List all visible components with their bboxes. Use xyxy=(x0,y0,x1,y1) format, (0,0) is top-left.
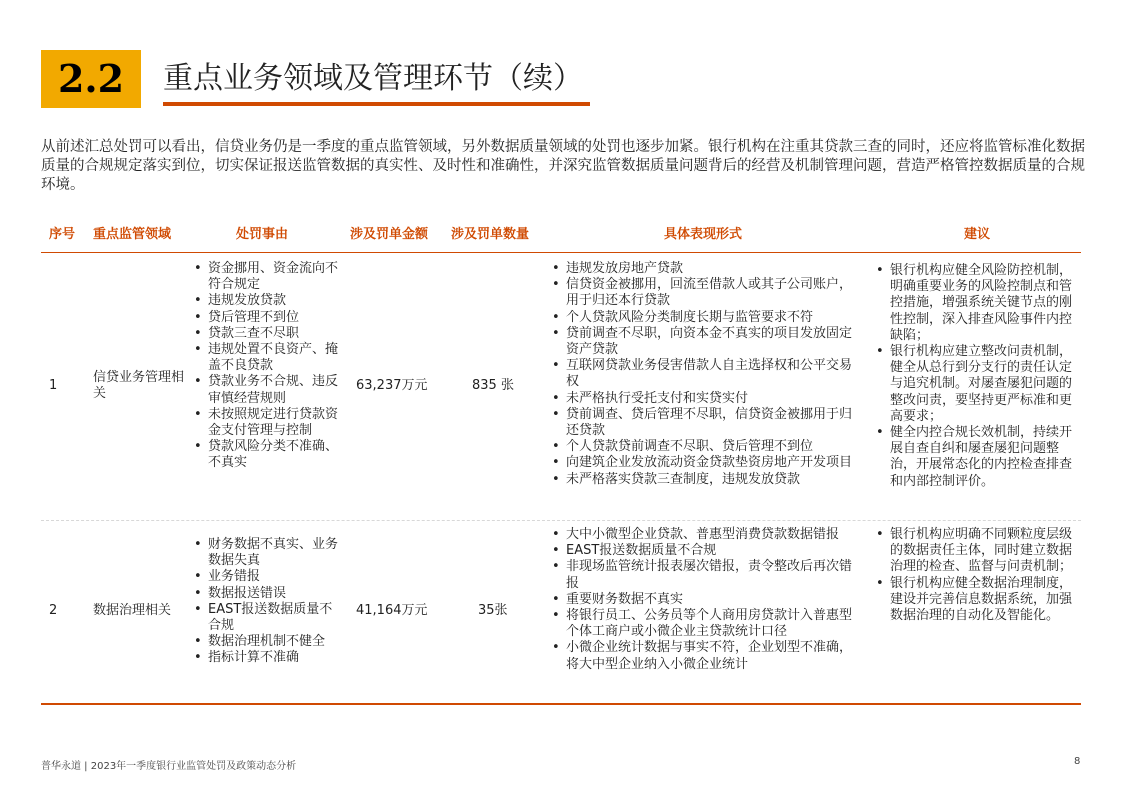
row2-advice xyxy=(874,527,1082,624)
row2-amount: 41,164万元 xyxy=(356,603,428,618)
row1-no: 1 xyxy=(49,378,58,393)
reason-item: • EAST报送数据质量不合规 xyxy=(192,602,340,634)
reason-item: • 数据治理机制不健全 xyxy=(192,634,340,650)
reason-item: • 资金挪用、资金流向不符合规定 xyxy=(192,261,340,293)
reason-item: • 数据报送错误 xyxy=(192,586,340,602)
page-number: 8 xyxy=(1074,756,1081,767)
advice-item: • 银行机构应健全风险防控机制，明确重要业务的风险控制点和管控措施，增强系统关键节点的刚性控制，深入排查风险事件内控缺陷； xyxy=(874,263,1082,344)
reason-item: • 违规处置不良资产、掩盖不良贷款 xyxy=(192,342,340,374)
table-bottom-rule xyxy=(41,703,1081,705)
row2-area: 数据治理相关 xyxy=(93,603,172,618)
intro-paragraph: 从前述汇总处罚可以看出，信贷业务仍是一季度的重点监管领域，另外数据质量领域的处罚也逐步加紧。银行机构在注重其贷款三查的同时，还应将监管标准化数据质量的合规规定落实到位，切实保证报送监管数据的真实性、及时性和准确性，并深究监管数据质量问题背后的经营及机制管理问题，营造严格管控数据质量的合规环境。 xyxy=(41,139,1085,193)
row2-forms xyxy=(550,527,855,673)
row2-reasons xyxy=(192,537,340,667)
form-item: • 贷前调查、贷后管理不尽职，信贷资金被挪用于归还贷款 xyxy=(550,407,855,439)
section-number-badge: 2.2 xyxy=(41,50,141,108)
form-item: • 未严格落实贷款三查制度，违规发放贷款 xyxy=(550,472,855,488)
row-divider xyxy=(41,520,1081,521)
reason-item: • 指标计算不准确 xyxy=(192,650,340,666)
reason-item: • 贷后管理不到位 xyxy=(192,310,340,326)
form-item: • 信贷资金被挪用，回流至借款人或其子公司账户，用于归还本行贷款 xyxy=(550,277,855,309)
reason-item: • 贷款业务不合规、违反审慎经营规则 xyxy=(192,374,340,406)
row2-count: 35张 xyxy=(478,603,508,618)
reason-item: • 财务数据不真实、业务数据失真 xyxy=(192,537,340,569)
col-header-amount: 涉及罚单金额 xyxy=(350,227,429,242)
form-item: • 重要财务数据不真实 xyxy=(550,592,855,608)
row1-area: 信贷业务管理相关 xyxy=(93,370,185,402)
form-item: • EAST报送数据质量不合规 xyxy=(550,543,855,559)
footer-text: 普华永道 | 2023年一季度银行业监管处罚及政策动态分析 xyxy=(41,761,297,772)
advice-item: • 银行机构应健全数据治理制度，建设并完善信息数据系统，加强数据治理的自动化及智能化。 xyxy=(874,576,1082,625)
form-item: • 未严格执行受托支付和实贷实付 xyxy=(550,391,855,407)
col-header-area: 重点监管领域 xyxy=(93,227,172,242)
reason-item: • 贷款三查不尽职 xyxy=(192,326,340,342)
row1-count: 835 张 xyxy=(472,378,514,393)
row2-no: 2 xyxy=(49,603,58,618)
row1-amount: 63,237万元 xyxy=(356,378,428,393)
col-header-count: 涉及罚单数量 xyxy=(451,227,530,242)
advice-item: • 银行机构应明确不同颗粒度层级的数据责任主体，同时建立数据治理的检查、监督与问责机制； xyxy=(874,527,1082,576)
title-underline xyxy=(163,102,590,106)
form-item: • 违规发放房地产贷款 xyxy=(550,261,855,277)
row1-advice xyxy=(874,263,1082,490)
form-item: • 将银行员工、公务员等个人商用房贷款计入普惠型个体工商户或小微企业主贷款统计口径 xyxy=(550,608,855,640)
advice-item: • 银行机构应建立整改问责机制，健全从总行到分支行的责任认定与追究机制。对屡查屡犯问题的整改问责，要坚持更严标准和更高要求； xyxy=(874,344,1082,425)
form-item: • 互联网贷款业务侵害借款人自主选择权和公平交易权 xyxy=(550,358,855,390)
col-header-forms: 具体表现形式 xyxy=(664,227,743,242)
reason-item: • 贷款风险分类不准确、不真实 xyxy=(192,439,340,471)
form-item: • 大中小微型企业贷款、普惠型消费贷款数据错报 xyxy=(550,527,855,543)
row1-reasons xyxy=(192,261,340,472)
form-item: • 个人贷款风险分类制度长期与监管要求不符 xyxy=(550,310,855,326)
page-title: 重点业务领域及管理环节（续） xyxy=(163,61,583,96)
form-item: • 非现场监管统计报表屡次错报，责令整改后再次错报 xyxy=(550,559,855,591)
form-item: • 小微企业统计数据与事实不符，企业划型不准确，将大中型企业纳入小微企业统计 xyxy=(550,640,855,672)
col-header-no: 序号 xyxy=(49,227,76,242)
form-item: • 贷前调查不尽职，向资本金不真实的项目发放固定资产贷款 xyxy=(550,326,855,358)
reason-item: • 违规发放贷款 xyxy=(192,293,340,309)
reason-item: • 未按照规定进行贷款资金支付管理与控制 xyxy=(192,407,340,439)
col-header-advice: 建议 xyxy=(964,227,991,242)
form-item: • 个人贷款贷前调查不尽职、贷后管理不到位 xyxy=(550,439,855,455)
row1-forms xyxy=(550,261,855,488)
advice-item: • 健全内控合规长效机制，持续开展自查自纠和屡查屡犯问题整治，开展常态化的内控检查排查和内部控制评价。 xyxy=(874,425,1082,490)
col-header-reason: 处罚事由 xyxy=(236,227,289,242)
reason-item: • 业务错报 xyxy=(192,569,340,585)
table-header-rule xyxy=(41,252,1081,253)
form-item: • 向建筑企业发放流动资金贷款垫资房地产开发项目 xyxy=(550,455,855,471)
